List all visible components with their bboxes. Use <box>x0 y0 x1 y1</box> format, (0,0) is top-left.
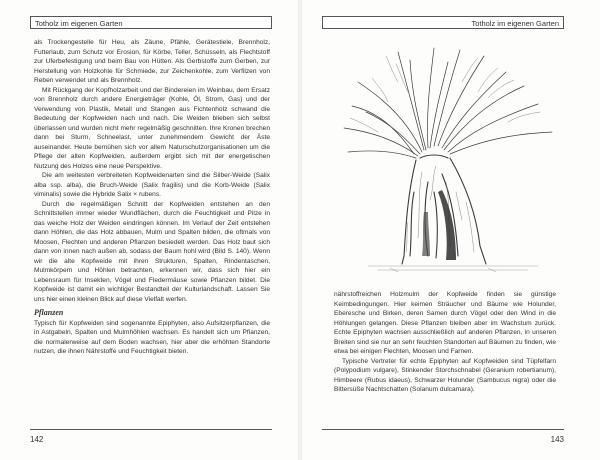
ground-shading <box>368 266 538 272</box>
trunk-shadow <box>438 190 456 260</box>
trunk-texture <box>406 166 474 252</box>
body-text <box>34 38 270 357</box>
willow-twigs <box>350 56 540 132</box>
paragraph: nährstoffreichen Holzmulm der Kopfweide finden sie günstige Keimbedingungen. Hier keimen Sträucher und Bäume wie Holunder, Eberesche und Birken, deren Samen durch Vögel oder den Wind in die Höhlungen gelangen. Diese Pflanzen bleiben aber im Wachstum zurück. Echte Epiphyten wachsen ausschließlich auf anderen Pflanzen, in unseren Breiten sind sie nur an sehr feuchten Standorten auf Bäumen zu finden, wie etwa bei einigen Flechten, Moosen und Farnen. <box>334 291 556 355</box>
trunk-cavity <box>422 212 430 256</box>
paragraph: Durch die regelmäßigen Schnitt der Kopfweiden entstehen an den Schnittstellen immer wieder Wundflächen, durch die Feuchtigkeit und Pilze in das weiche Holz der Weiden eindringen können. Im Verlauf der Zeit entstehen dann Höhlen, die das Holz abbauen, Mulm und Spalten bilden, die oftmals von Moosen, Flechten und anderen Pflanzen besiedelt werden. Das Holz baut sich dann von innen nach außen ab, sodass der Baum hohl wird (Bild S. 140). Wenn wir die alte Kopfweide mit ihren Strukturen, Spalten, Rindentaschen, Mulmkörpern und Höhlen betrachten, erkennen wir, dass sich hier ein Lebensraum für Insekten, Vögel und Fledermäuse sowie Pflanzen bildet. Die Kopfweide ist damit ein wichtiger Bestandteil der Kulturlandschaft. Lassen Sie uns hier einen kleinen Blick auf diese Vielfalt werfen. <box>34 200 270 303</box>
footer-rule <box>30 429 272 430</box>
willow-branches <box>344 48 552 158</box>
paragraph: Die am weitesten verbreiteten Kopfweidenarten sind die Silber-Weide (Salix alba ssp. alba), die Bruch-Weide (Salix fragilis) und die Korb-Weide (Salix viminalis) sowie die Hybride Salix × rubens. <box>34 172 270 198</box>
section-heading: Pflanzen <box>34 308 64 317</box>
running-header: Totholz im eigenen Garten <box>322 16 564 29</box>
paragraph: Typische Vertreter für echte Epiphyten auf Kopfweiden sind Tüpfelfarn (Polypodium vulgare), Stinkender Storchschnabel (Geranium robertianum), Himbeere (Rubus idaeus), Schwarzer Holunder (Sambucus nigra) oder die Bittersüße Nachtschatten (Solanum dulcamara). <box>334 357 556 393</box>
body-text <box>334 290 556 395</box>
pollard-willow-drawing <box>338 42 562 278</box>
page-number: 142 <box>30 435 44 444</box>
paragraph: Mit Rückgang der Kopfholzarbeit und der Bindereien im Weinbau, dem Ersatz von Brennholz durch andere Energieträger (Kohle, Öl, Strom, Gas) und der Verwendung von Plastik, Metall und Stangen aus Fichtenholz schwand die Bedeutung der Kopfweiden nach und nach. Die Weiden blieben sich selbst überlassen und wurden nicht mehr regelmäßig geschnitten. Ihre Kronen brechen dann bei Sturm, Schneelast, unter zunehmendem Gewicht der Äste auseinander. Heute bemühen sich vor allem Naturschutzorganisationen um die Pflege der alten Kopfweiden, außerdem ergibt sich mit der energetischen Nutzung des Holzes eine neue Perspektive. <box>34 86 270 170</box>
paragraph: Typisch für Kopfweiden sind sogenannte Epiphyten, also Aufsitzerpflanzen, die in Astgabeln, Spalten und Mulmhöhlen wachsen. Es handelt sich um Pflanzen, die normalerweise auf dem Boden wachsen, hier aber die erhöhten Standorte nutzen, die ihnen Nährstoffe und Feuchtigkeit bieten. <box>34 319 270 355</box>
footer-rule <box>322 429 564 430</box>
running-header: Totholz im eigenen Garten <box>30 16 272 29</box>
right-page <box>300 0 600 460</box>
paragraph: als Trockengestelle für Heu, als Zäune, Pfähle, Gerätestiele, Brennholz, Futterlaub, zum Schutz vor Erosion, für Körbe, Teller, Schüsseln, als Flechtstoff zur Uferbefestigung und beim Bau von Hütten. Als Gerbstoffe zum Gerben, zur Herstellung von Holzkohle für Schmiede, zur Zeichenkohle, zum Verfilzen von Reben verwendet und als Brennholz. <box>34 39 270 84</box>
page-number: 143 <box>550 435 564 444</box>
